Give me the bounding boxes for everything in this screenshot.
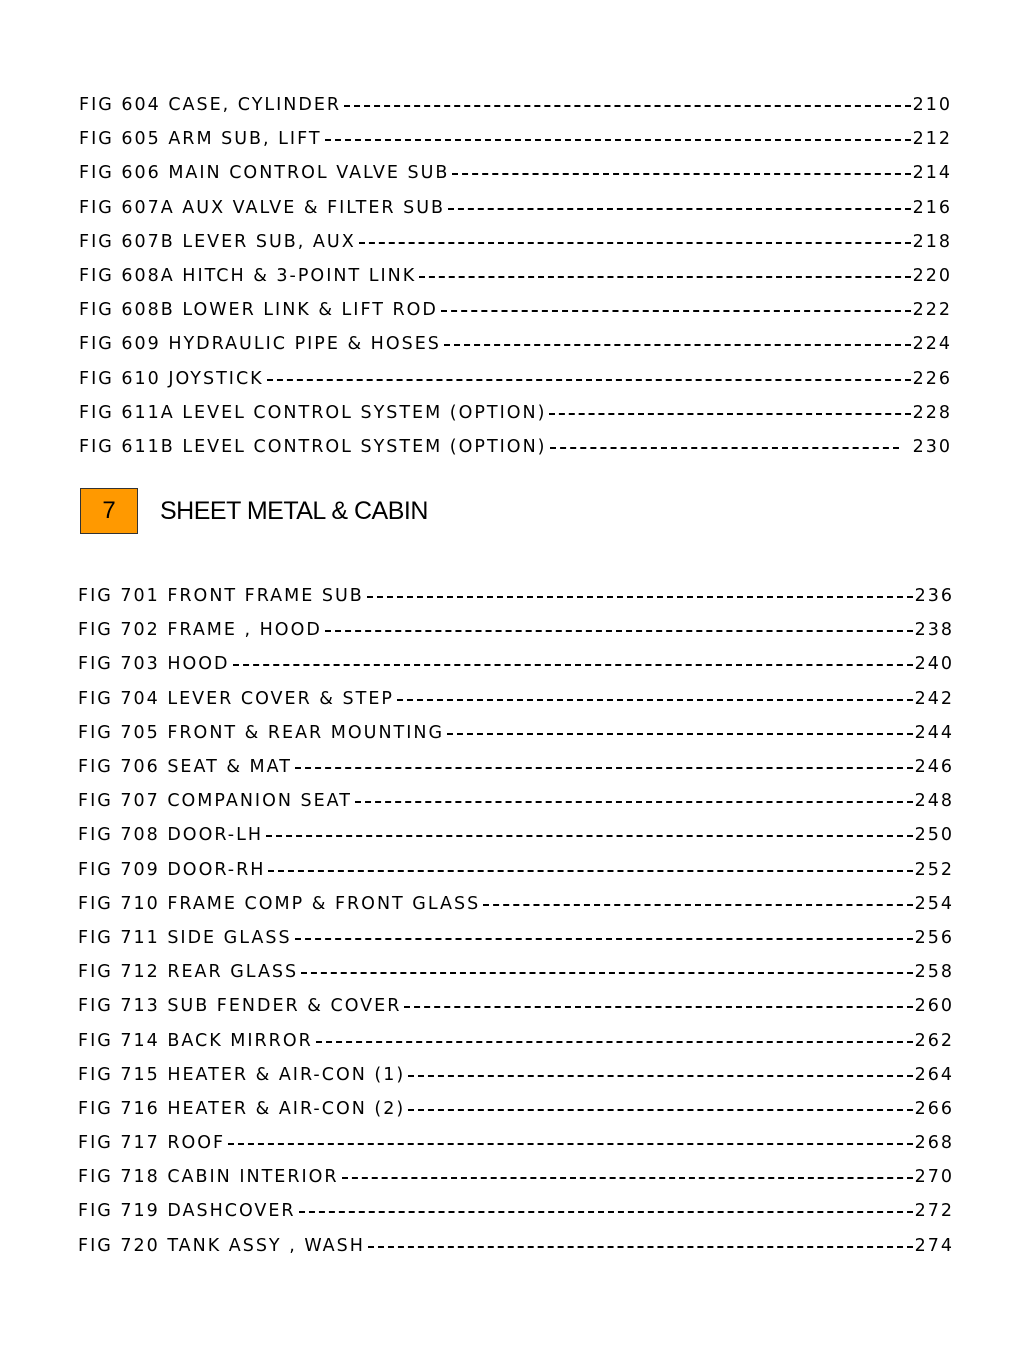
toc-entry[interactable] xyxy=(78,887,952,921)
toc-entry[interactable] xyxy=(79,259,950,293)
toc-entry[interactable] xyxy=(79,191,950,225)
toc-entry-page: 224 xyxy=(912,334,952,355)
toc-entry-page: 258 xyxy=(914,962,954,983)
toc-entry-title: FIG 610 JOYSTICK xyxy=(79,368,264,389)
toc-leader-dots xyxy=(419,276,910,278)
toc-entry[interactable] xyxy=(78,1160,952,1194)
toc-leader-dots xyxy=(448,208,911,210)
toc-entry-title: FIG 710 FRAME COMP & FRONT GLASS xyxy=(78,893,481,914)
toc-leader-dots xyxy=(441,310,911,312)
toc-entry-page: 246 xyxy=(914,757,954,778)
toc-leader-dots xyxy=(233,664,913,666)
toc-entry-title: FIG 607A AUX VALVE & FILTER SUB xyxy=(79,197,446,218)
toc-entry-title: FIG 607B LEVER SUB, AUX xyxy=(79,231,356,252)
toc-entry-page: 238 xyxy=(914,620,954,641)
toc-entry-page: 256 xyxy=(914,927,954,948)
toc-leader-dots xyxy=(408,1075,912,1077)
toc-entry[interactable] xyxy=(79,396,950,430)
toc-entry-title: FIG 715 HEATER & AIR-CON (1) xyxy=(78,1064,406,1085)
toc-entry[interactable] xyxy=(78,1092,952,1126)
toc-entry-page: 270 xyxy=(914,1167,954,1188)
toc-leader-dots xyxy=(267,379,911,381)
toc-entry[interactable] xyxy=(78,955,952,989)
toc-entry-title: FIG 705 FRONT & REAR MOUNTING xyxy=(78,722,445,743)
toc-entry-title: FIG 609 HYDRAULIC PIPE & HOSES xyxy=(79,334,441,355)
toc-entry[interactable] xyxy=(78,1023,952,1057)
toc-entry[interactable] xyxy=(78,716,952,750)
toc-leader-dots xyxy=(316,1041,913,1043)
toc-leader-dots xyxy=(228,1143,913,1145)
toc-entry-page: 272 xyxy=(914,1201,954,1222)
toc-entry-page: 252 xyxy=(914,859,954,880)
toc-leader-dots xyxy=(404,1006,912,1008)
toc-entry-title: FIG 711 SIDE GLASS xyxy=(78,927,292,948)
toc-entry[interactable] xyxy=(78,579,952,613)
toc-entry-title: FIG 720 TANK ASSY , WASH xyxy=(78,1235,365,1256)
toc-entry-title: FIG 611A LEVEL CONTROL SYSTEM (OPTION) xyxy=(79,402,547,423)
toc-leader-dots xyxy=(295,938,913,940)
toc-entry-title: FIG 703 HOOD xyxy=(78,654,230,675)
toc-entry-page: 268 xyxy=(914,1133,954,1154)
toc-leader-dots xyxy=(549,413,910,415)
toc-entry[interactable] xyxy=(78,1194,952,1228)
toc-entry[interactable] xyxy=(78,647,952,681)
toc-entry-page: 244 xyxy=(914,722,954,743)
toc-entry-title: FIG 708 DOOR-LH xyxy=(78,825,264,846)
toc-entry-title: FIG 704 LEVER COVER & STEP xyxy=(78,688,394,709)
toc-leader-dots xyxy=(342,1177,913,1179)
toc-leader-dots xyxy=(325,630,913,632)
toc-section-6-list xyxy=(0,88,1024,464)
toc-entry[interactable] xyxy=(79,430,950,464)
toc-entry-title: FIG 608A HITCH & 3-POINT LINK xyxy=(79,266,417,287)
toc-entry-page: 262 xyxy=(914,1030,954,1051)
toc-leader-dots xyxy=(266,835,913,837)
toc-entry[interactable] xyxy=(78,1229,952,1263)
toc-entry-title: FIG 611B LEVEL CONTROL SYSTEM (OPTION) xyxy=(79,436,547,457)
toc-entry-page: 230 xyxy=(912,436,952,457)
toc-leader-dots xyxy=(444,344,911,346)
toc-entry[interactable] xyxy=(79,362,950,396)
toc-entry-page: 220 xyxy=(912,266,952,287)
toc-entry-title: FIG 605 ARM SUB, LIFT xyxy=(79,129,322,150)
toc-entry[interactable] xyxy=(78,682,952,716)
toc-leader-dots xyxy=(483,904,912,906)
toc-section-7-list xyxy=(0,579,1024,1263)
toc-leader-dots xyxy=(447,733,913,735)
toc-leader-dots xyxy=(408,1109,912,1111)
toc-entry-title: FIG 712 REAR GLASS xyxy=(78,962,299,983)
toc-entry-page: 260 xyxy=(914,996,954,1017)
toc-entry-page: 216 xyxy=(912,197,952,218)
toc-entry-title: FIG 718 CABIN INTERIOR xyxy=(78,1167,339,1188)
toc-entry-page: 222 xyxy=(912,300,952,321)
toc-entry-page: 212 xyxy=(912,129,952,150)
toc-entry-title: FIG 606 MAIN CONTROL VALVE SUB xyxy=(79,163,450,184)
toc-entry-page: 264 xyxy=(914,1064,954,1085)
toc-entry-page: 248 xyxy=(914,791,954,812)
toc-entry-title: FIG 701 FRONT FRAME SUB xyxy=(78,586,364,607)
toc-entry[interactable] xyxy=(79,156,950,190)
toc-entry-page: 210 xyxy=(912,95,952,116)
toc-entry[interactable] xyxy=(78,853,952,887)
toc-leader-dots xyxy=(325,139,911,141)
toc-leader-dots xyxy=(344,105,911,107)
toc-entry[interactable] xyxy=(79,88,950,122)
toc-leader-dots xyxy=(299,1211,913,1213)
toc-entry-page: 254 xyxy=(914,893,954,914)
toc-entry-title: FIG 702 FRAME , HOOD xyxy=(78,620,322,641)
toc-entry[interactable] xyxy=(79,293,950,327)
section-number-badge: 7 xyxy=(80,488,138,534)
toc-entry-title: FIG 604 CASE, CYLINDER xyxy=(79,95,342,116)
toc-entry-title: FIG 706 SEAT & MAT xyxy=(78,757,292,778)
toc-entry-title: FIG 716 HEATER & AIR-CON (2) xyxy=(78,1098,406,1119)
toc-entry[interactable] xyxy=(78,1126,952,1160)
toc-entry-page: 240 xyxy=(914,654,954,675)
toc-leader-dots xyxy=(368,1246,913,1248)
toc-leader-dots xyxy=(359,242,911,244)
toc-leader-dots xyxy=(397,699,913,701)
toc-leader-dots xyxy=(452,173,910,175)
toc-entry[interactable] xyxy=(79,225,950,259)
toc-entry[interactable] xyxy=(78,1058,952,1092)
toc-entry-page: 274 xyxy=(914,1235,954,1256)
toc-entry[interactable] xyxy=(78,989,952,1023)
toc-leader-dots xyxy=(295,767,913,769)
toc-leader-dots xyxy=(355,801,913,803)
toc-entry-title: FIG 707 COMPANION SEAT xyxy=(78,791,352,812)
toc-entry-title: FIG 717 ROOF xyxy=(78,1133,226,1154)
toc-entry[interactable] xyxy=(78,921,952,955)
toc-entry[interactable] xyxy=(78,818,952,852)
toc-entry[interactable] xyxy=(78,784,952,818)
toc-entry[interactable] xyxy=(79,327,950,361)
toc-entry[interactable] xyxy=(78,750,952,784)
toc-entry[interactable] xyxy=(79,122,950,156)
toc-entry-title: FIG 714 BACK MIRROR xyxy=(78,1030,313,1051)
toc-leader-dots xyxy=(268,870,912,872)
toc-entry-page: 218 xyxy=(912,231,952,252)
toc-entry-page: 250 xyxy=(914,825,954,846)
section-title: SHEET METAL & CABIN xyxy=(160,496,428,525)
toc-leader-dots xyxy=(367,596,913,598)
toc-entry-page: 226 xyxy=(912,368,952,389)
toc-leader-dots xyxy=(301,972,912,974)
toc-entry-title: FIG 719 DASHCOVER xyxy=(78,1201,296,1222)
toc-entry-page: 236 xyxy=(914,586,954,607)
toc-leader-dots xyxy=(550,447,899,449)
toc-entry-page: 214 xyxy=(912,163,952,184)
toc-entry-title: FIG 709 DOOR-RH xyxy=(78,859,266,880)
toc-entry-page: 242 xyxy=(914,688,954,709)
toc-entry-page: 228 xyxy=(912,402,952,423)
toc-entry-page: 266 xyxy=(914,1098,954,1119)
toc-entry-title: FIG 608B LOWER LINK & LIFT ROD xyxy=(79,300,438,321)
toc-entry[interactable] xyxy=(78,613,952,647)
section-header xyxy=(80,487,428,535)
toc-entry-title: FIG 713 SUB FENDER & COVER xyxy=(78,996,402,1017)
